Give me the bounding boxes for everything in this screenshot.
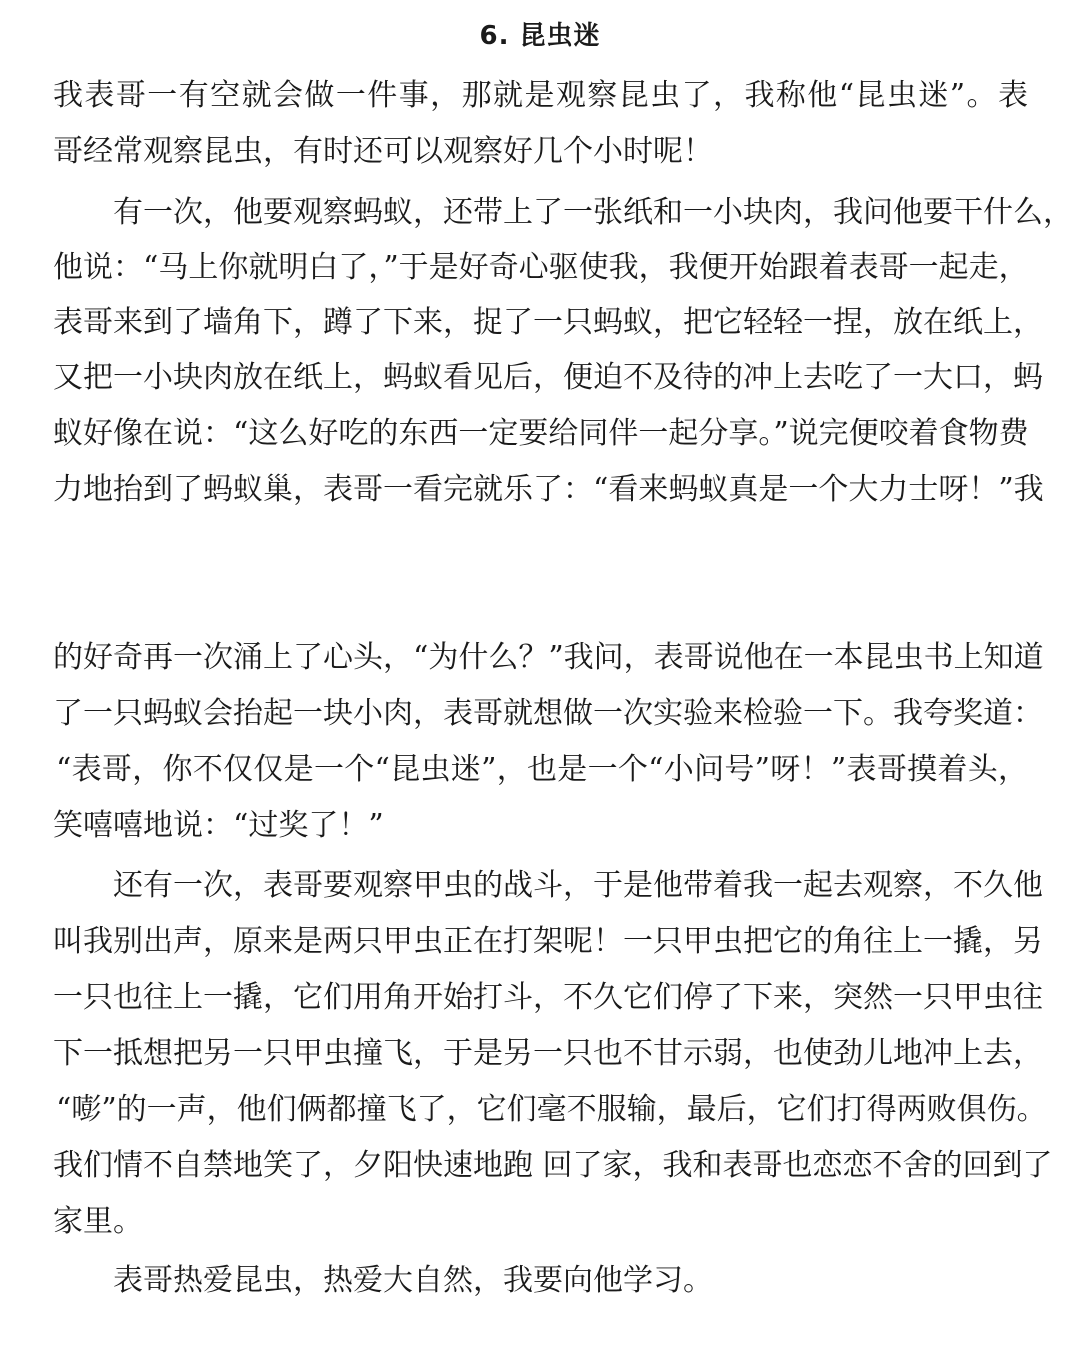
text-line: 哥经常观察昆虫，有时还可以观察好几个小时呢！ [53,134,713,169]
text-line: 表哥来到了墙角下，蹲了下来，捉了一只蚂蚁，把它轻轻一捏，放在纸上， [53,305,1043,340]
text-line: 我表哥一有空就会做一件事，那就是观察昆虫了，我称他“昆虫迷”。表 [53,78,1028,113]
text-line: 我们情不自禁地笑了，夕阳快速地跑 回了家，我和表哥也恋恋不舍的回到了 [53,1148,1053,1183]
text-line: 了一只蚂蚁会抬起一块小肉，表哥就想做一次实验来检验一下。我夸奖道： [53,696,1043,731]
text-line: 他说：“马上你就明白了，”于是好奇心驱使我，我便开始跟着表哥一起走， [53,250,1029,285]
text-line: 表哥热爱昆虫，热爱大自然，我要向他学习。 [113,1263,713,1298]
text-line: 笑嘻嘻地说：“过奖了！” [53,808,384,843]
text-line: “嘭”的一声，他们俩都撞飞了，它们毫不服输，最后，它们打得两败俱伤。 [56,1092,1047,1127]
text-line: 家里。 [53,1204,143,1239]
text-line: 有一次，他要观察蚂蚁，还带上了一张纸和一小块肉，我问他要干什么， [113,195,1073,230]
text-line: 下一抵想把另一只甲虫撞飞，于是另一只也不甘示弱，也使劲儿地冲上去， [53,1036,1043,1071]
text-line: 力地抬到了蚂蚁巢，表哥一看完就乐了：“看来蚂蚁真是一个大力士呀！”我 [53,472,1044,507]
page-title: 6. 昆虫迷 [479,21,601,51]
text-line: 蚁好像在说：“这么好吃的东西一定要给同伴一起分享。”说完便咬着食物费 [53,416,1029,451]
text-line: 叫我别出声，原来是两只甲虫正在打架呢！一只甲虫把它的角往上一撬，另 [53,924,1043,959]
text-line: 一只也往上一撬，它们用角开始打斗，不久它们停了下来，突然一只甲虫往 [53,980,1043,1015]
text-line: 又把一小块肉放在纸上，蚂蚁看见后，便迫不及待的冲上去吃了一大口，蚂 [53,360,1043,395]
text-line: “表哥，你不仅仅是一个“昆虫迷”，也是一个“小问号”呀！”表哥摸着头， [56,752,1028,787]
text-line: 还有一次，表哥要观察甲虫的战斗，于是他带着我一起去观察，不久他 [113,868,1043,903]
text-line: 的好奇再一次涌上了心头，“为什么？”我问，表哥说他在一本昆虫书上知道 [53,640,1044,675]
